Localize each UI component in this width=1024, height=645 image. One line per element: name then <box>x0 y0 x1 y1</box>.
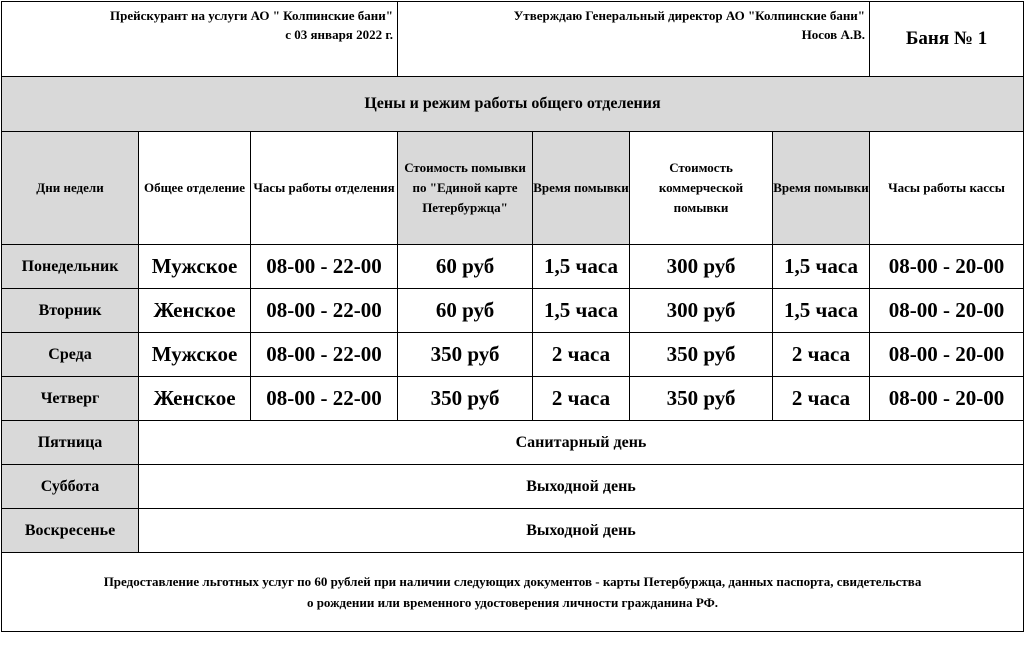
col-header-time-2: Время помывки <box>773 132 870 245</box>
director-name: Носов А.В. <box>801 27 866 42</box>
col-header-cashier-hours: Часы работы кассы <box>870 132 1024 245</box>
day-cell: Четверг <box>2 377 139 421</box>
col-header-hours: Часы работы отделения <box>251 132 398 245</box>
table-row <box>2 333 1024 377</box>
table-row <box>2 509 1024 553</box>
table-row <box>2 377 1024 421</box>
price-list-title: Прейскурант на услуги АО " Колпинские бани" <box>110 8 394 23</box>
table-row <box>2 289 1024 333</box>
price-table <box>1 1 1024 632</box>
cashier-hours-cell: 08-00 - 20-00 <box>870 245 1024 289</box>
time-cell: 2 часа <box>533 333 630 377</box>
card-price-cell: 60 руб <box>398 289 533 333</box>
section-title: Цены и режим работы общего отделения <box>2 77 1024 132</box>
col-header-commercial-price: Стоимость коммерческой помывки <box>630 132 773 245</box>
hours-cell: 08-00 - 22-00 <box>251 289 398 333</box>
column-header-row <box>2 132 1024 245</box>
department-cell: Женское <box>139 289 251 333</box>
department-cell: Женское <box>139 377 251 421</box>
time-cell-2: 1,5 часа <box>773 245 870 289</box>
approval-cell <box>398 2 870 77</box>
day-note-cell: Выходной день <box>139 509 1024 553</box>
footer-line-1: Предоставление льготных услуг по 60 рублей при наличии следующих документов - карты Петербуржца, данных паспорта, свидетельства <box>103 574 922 589</box>
time-cell-2: 1,5 часа <box>773 289 870 333</box>
footer-note <box>2 553 1024 632</box>
table-row <box>2 421 1024 465</box>
cashier-hours-cell: 08-00 - 20-00 <box>870 377 1024 421</box>
card-price-cell: 350 руб <box>398 377 533 421</box>
day-cell: Среда <box>2 333 139 377</box>
day-note-cell: Санитарный день <box>139 421 1024 465</box>
cashier-hours-cell: 08-00 - 20-00 <box>870 289 1024 333</box>
hours-cell: 08-00 - 22-00 <box>251 333 398 377</box>
table-row <box>2 245 1024 289</box>
day-cell: Воскресенье <box>2 509 139 553</box>
day-cell: Понедельник <box>2 245 139 289</box>
day-cell: Суббота <box>2 465 139 509</box>
day-cell: Вторник <box>2 289 139 333</box>
card-price-cell: 350 руб <box>398 333 533 377</box>
commercial-price-cell: 300 руб <box>630 245 773 289</box>
day-cell: Пятница <box>2 421 139 465</box>
card-price-cell: 60 руб <box>398 245 533 289</box>
time-cell: 1,5 часа <box>533 245 630 289</box>
col-header-card-price: Стоимость помывки по "Единой карте Петербуржца" <box>398 132 533 245</box>
effective-date: с 03 января 2022 г. <box>285 27 394 42</box>
time-cell: 1,5 часа <box>533 289 630 333</box>
header-row <box>2 2 1024 77</box>
header-left-cell <box>2 2 398 77</box>
day-note-cell: Выходной день <box>139 465 1024 509</box>
hours-cell: 08-00 - 22-00 <box>251 377 398 421</box>
commercial-price-cell: 350 руб <box>630 377 773 421</box>
approval-text: Утверждаю Генеральный директор АО "Колпинские бани" <box>513 8 866 23</box>
col-header-days: Дни недели <box>2 132 139 245</box>
department-cell: Мужское <box>139 245 251 289</box>
table-row <box>2 465 1024 509</box>
bath-number: Баня № 1 <box>870 2 1024 77</box>
hours-cell: 08-00 - 22-00 <box>251 245 398 289</box>
col-header-time: Время помывки <box>533 132 630 245</box>
time-cell: 2 часа <box>533 377 630 421</box>
time-cell-2: 2 часа <box>773 333 870 377</box>
commercial-price-cell: 350 руб <box>630 333 773 377</box>
time-cell-2: 2 часа <box>773 377 870 421</box>
department-cell: Мужское <box>139 333 251 377</box>
footer-line-2: о рождении или временного удостоверения личности гражданина РФ. <box>306 595 719 610</box>
commercial-price-cell: 300 руб <box>630 289 773 333</box>
cashier-hours-cell: 08-00 - 20-00 <box>870 333 1024 377</box>
col-header-department: Общее отделение <box>139 132 251 245</box>
